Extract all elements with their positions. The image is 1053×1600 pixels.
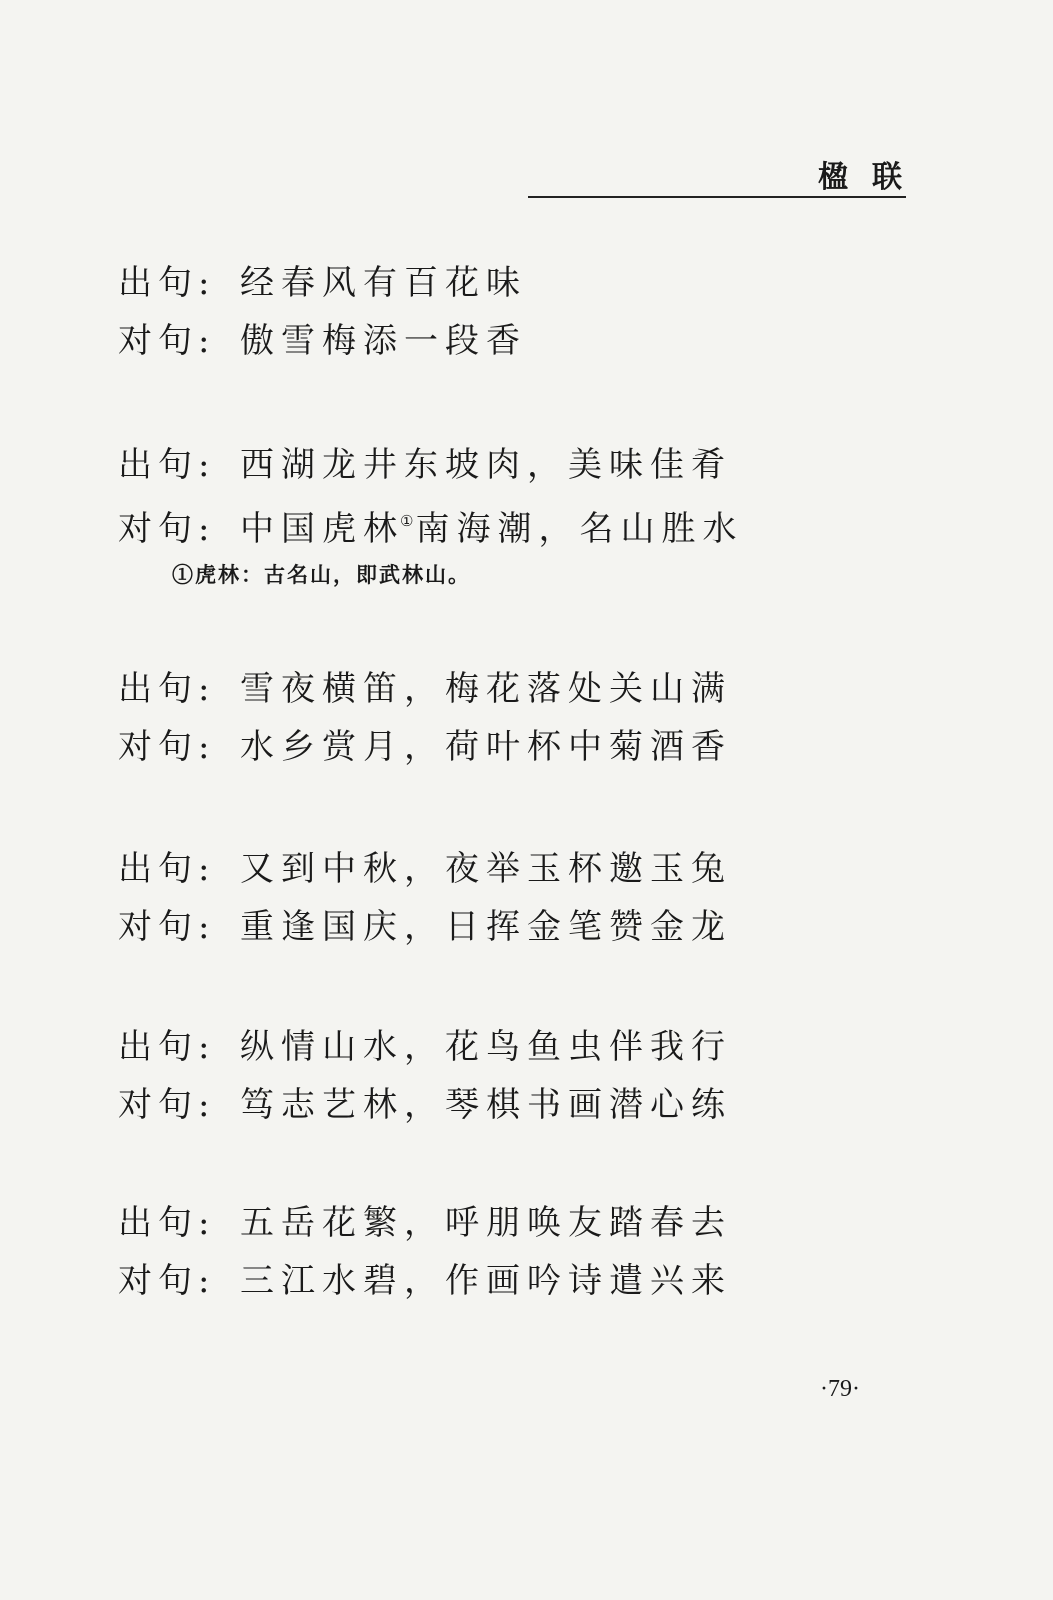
running-header [528,150,926,198]
couplet-second-line [118,312,527,370]
first-line-text: 西湖龙井东坡肉，美味佳肴 [240,445,732,485]
couplet-second-line [118,1252,732,1310]
couplet-second-line [118,898,732,956]
header-title: 楹联 [818,160,926,195]
second-line-text-after: 南海潮，名山胜水 [415,509,744,549]
first-line-text: 雪夜横笛，梅花落处关山满 [240,669,732,709]
first-line-label: 出句: [118,263,216,303]
couplet-first-line [118,1194,732,1252]
couplet-5 [118,1018,732,1134]
second-line-label: 对句: [118,509,216,549]
first-line-text: 五岳花繁，呼朋唤友踏春去 [240,1203,732,1243]
couplet-4 [118,840,732,956]
second-line-label: 对句: [118,727,216,767]
couplet-first-line [118,660,732,718]
page-number: ·79· [820,1376,860,1402]
first-line-text: 纵情山水，花鸟鱼虫伴我行 [240,1027,732,1067]
couplet-6 [118,1194,732,1310]
first-line-label: 出句: [118,445,216,485]
couplet-first-line [118,254,527,312]
first-line-label: 出句: [118,669,216,709]
footnote: ①虎林：古名山，即武林山。 [172,562,471,587]
couplet-second-line [118,498,743,560]
second-line-label: 对句: [118,1261,216,1301]
second-line-text: 笃志艺林，琴棋书画潜心练 [240,1085,732,1125]
first-line-label: 出句: [118,1027,216,1067]
second-line-label: 对句: [118,1085,216,1125]
second-line-text-before: 中国虎林 [240,509,404,549]
second-line-text: 水乡赏月，荷叶杯中菊酒香 [240,727,732,767]
first-line-text: 又到中秋，夜举玉杯邀玉兔 [240,849,732,889]
second-line-text: 傲雪梅添一段香 [240,321,527,361]
couplet-first-line [118,1018,732,1076]
couplet-1 [118,254,527,370]
second-line-text: 三江水碧，作画吟诗遣兴来 [240,1261,732,1301]
first-line-text: 经春风有百花味 [240,263,527,303]
couplet-3 [118,660,732,776]
first-line-label: 出句: [118,849,216,889]
footnote-reference-mark: ① [400,512,414,530]
second-line-label: 对句: [118,321,216,361]
second-line-label: 对句: [118,907,216,947]
first-line-label: 出句: [118,1203,216,1243]
couplet-2 [118,432,743,590]
couplet-second-line [118,1076,732,1134]
couplet-second-line [118,718,732,776]
couplet-first-line [118,840,732,898]
second-line-text: 重逢国庆，日挥金笔赞金龙 [240,907,732,947]
couplet-first-line [118,432,743,498]
